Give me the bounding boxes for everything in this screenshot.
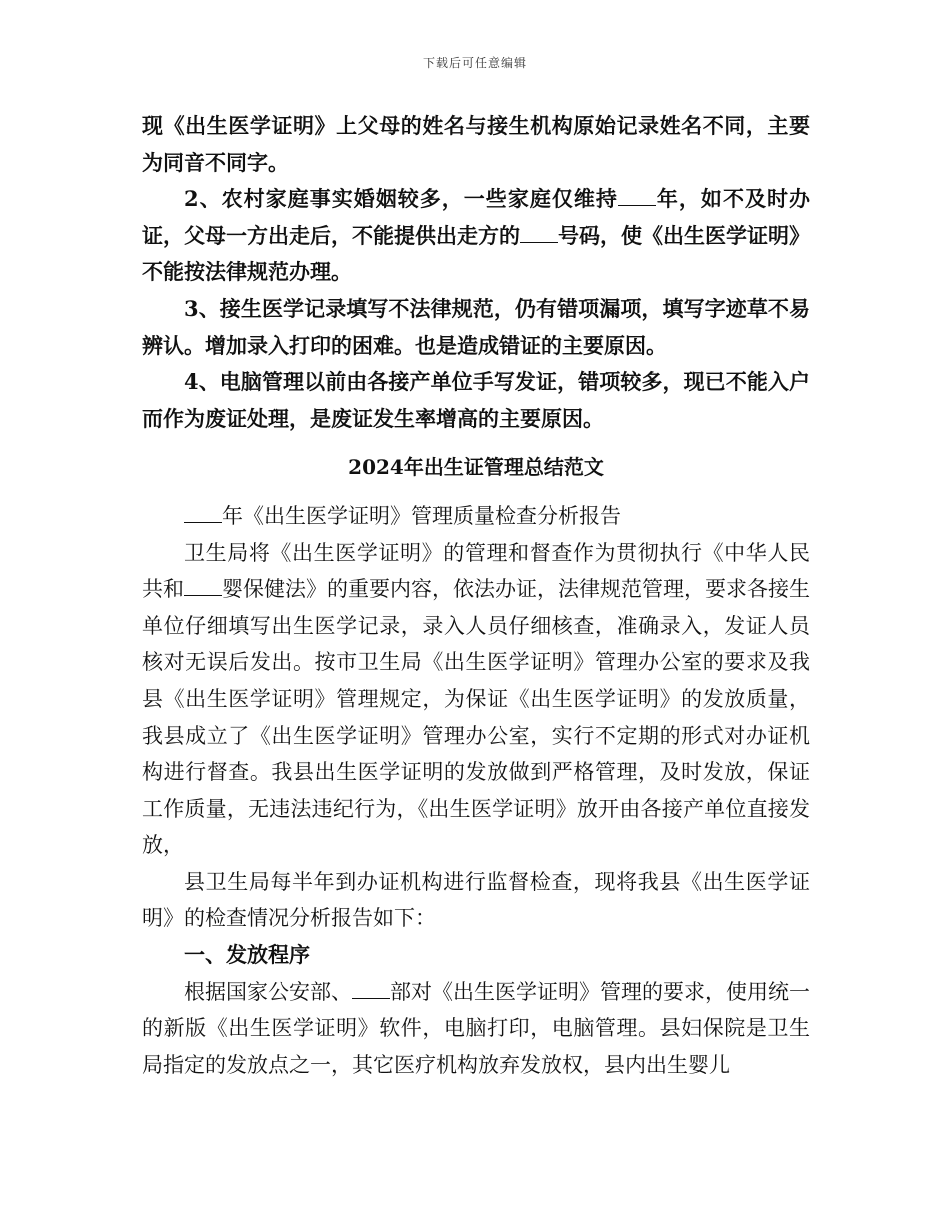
body-p3-part-a: 根据国家公安部、	[184, 979, 352, 1004]
section-heading-1: 一、发放程序	[184, 942, 310, 968]
report-subtitle	[142, 498, 810, 535]
document-title: 2024年出生证管理总结范文	[348, 455, 604, 480]
blank-line	[184, 577, 222, 596]
paragraph-continued: 现《出生医学证明》上父母的姓名与接生机构原始记录姓名不同，主要为同音不同字。	[142, 113, 810, 175]
body-p1-part-a: 卫生局将《出生医学证明》的管理和督查作为贯彻执行《中华人民共和	[142, 540, 810, 602]
blank-line	[520, 224, 558, 243]
body-paragraph-2: 县卫生局每半年到办证机构进行监督检查，现将我县《出生医学证明》的检查情况分析报告如下：	[142, 869, 810, 931]
paragraph-item-4: 4、电脑管理以前由各接产单位手写发证，错项较多，现已不能入户而作为废证处理，是废证发生率增高的主要原因。	[142, 369, 810, 431]
header-note: 下载后可任意编辑	[422, 56, 527, 70]
paragraph-item-2	[142, 181, 810, 291]
document-body	[142, 108, 810, 1083]
blank-line	[352, 980, 390, 999]
blank-line	[618, 187, 656, 206]
body-paragraph-3	[142, 974, 810, 1084]
item-2-part-1: 2、农村家庭事实婚姻较多，一些家庭仅维持	[184, 186, 618, 212]
body-paragraph-1	[142, 535, 810, 864]
body-p1-part-b: 婴保健法》的重要内容，依法办证，法律规范管理，要求各接生单位仔细填写出生医学记录，录入人员仔细核查，准确录入，发证人员核对无误后发出。按市卫生局《出生医学证明》管理办公室的要求及我县《出生医学证明》管理规定，为保证《出生医学证明》的发放质量，我县成立了《出生医学证明》管理办公室，实行不定期的形式对办证机构进行督查。我县出生医学证明的发放做到严格管理，及时发放，保证工作质量，无违法违纪行为，《出生医学证明》放开由各接产单位直接发放，	[142, 577, 810, 858]
paragraph-item-3: 3、接生医学记录填写不法律规范，仍有错项漏项，填写字迹草不易辨认。增加录入打印的困难。也是造成错证的主要原因。	[142, 295, 810, 358]
report-subtitle-text: 年《出生医学证明》管理质量检查分析报告	[222, 503, 621, 528]
item-2-part-2: 年，如不及时办证，父母一方出走后，不能提供出走方的	[142, 186, 810, 248]
blank-line	[184, 504, 222, 523]
body-p3-part-b: 部对《出生医学证明》管理的要求，使用统一的新版《出生医学证明》软件，电脑打印，电脑管理。县妇保院是卫生局指定的发放点之一，其它医疗机构放弃发放权，县内出生婴儿	[142, 979, 810, 1077]
item-2-part-3: 号码，使《出生医学证明》不能按法律规范办理。	[142, 222, 810, 285]
